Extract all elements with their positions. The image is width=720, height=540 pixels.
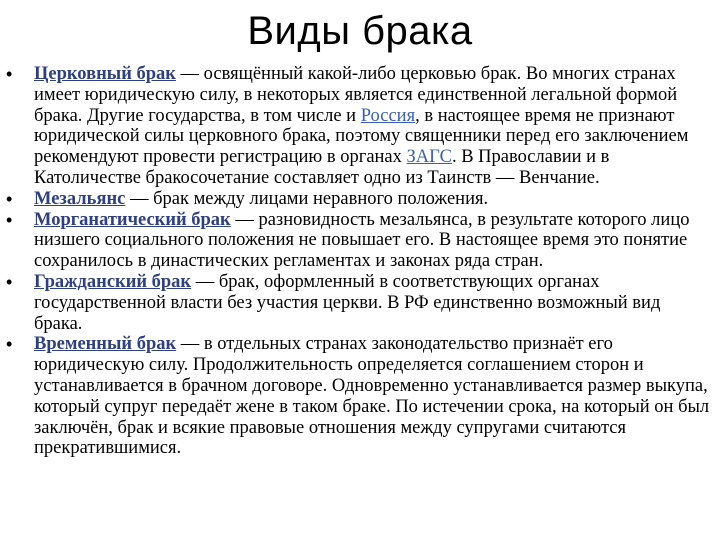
bullet-dot-icon: • (6, 209, 13, 230)
term-temporary-marriage-link[interactable]: Временный брак (34, 334, 177, 355)
bullet-morganatic-marriage (0, 210, 720, 272)
bullet-text: , в настоящее время не признают юридической силы церковного брака, поэтому священники перед его заключением рекомендуют провести регистрацию в органах (34, 105, 689, 168)
bullet-text: . В Православии и в Католичестве бракосочетание составляет одно из Таинств — Венчание. (34, 147, 610, 188)
bullet-list (0, 64, 720, 459)
bullet-dot-icon: • (6, 188, 13, 209)
bullet-dot-icon: • (6, 64, 13, 84)
bullet-dot-icon: • (6, 271, 13, 292)
term-civil-marriage-link[interactable]: Гражданский брак (34, 271, 192, 292)
term-mesalliance-link[interactable]: Мезальянс (34, 188, 126, 209)
slide-title: Виды брака (247, 9, 473, 53)
bullet-dot-icon: • (6, 334, 13, 355)
link-zags[interactable]: ЗАГС (406, 147, 452, 168)
link-russia[interactable]: Россия (360, 105, 416, 126)
bullet-text: — освящённый какой-либо церковью брак. Во многих странах имеет юридическую силу, в некоторых является единственной легальной формой брака. Другие государства, в том числе и (34, 64, 678, 126)
bullet-civil-marriage (0, 272, 720, 334)
bullet-church-marriage (0, 64, 720, 189)
bullet-text: — разновидность мезальянса, в результате которого лицо низшего социального положения не повышает его. В настоящее время это понятие сохранилось в династических регламентах и законах ряда стран. (34, 209, 690, 272)
term-church-marriage-link[interactable]: Церковный брак (34, 64, 176, 84)
bullet-text: — в отдельных странах законодательство признаёт его юридическую силу. Продолжительность определяется соглашением сторон и устанавливается в брачном договоре. Одновременно устанавливается размер выкупа, который супруг передаёт жене в таком браке. По истечении срока, на который он был заключён, брак и всякие правовые отношения между супругами считаются прекратившимися. (34, 334, 710, 459)
bullet-mesalliance (0, 189, 720, 210)
bullet-text: — брак между лицами неравного положения. (125, 188, 489, 209)
bullet-text: — брак, оформленный в соответствующих органах государственной власти без участия церкви. В РФ единственно возможный вид брака. (34, 271, 661, 334)
bullet-temporary-marriage (0, 334, 720, 459)
term-morganatic-marriage-link[interactable]: Морганатический брак (34, 209, 231, 230)
